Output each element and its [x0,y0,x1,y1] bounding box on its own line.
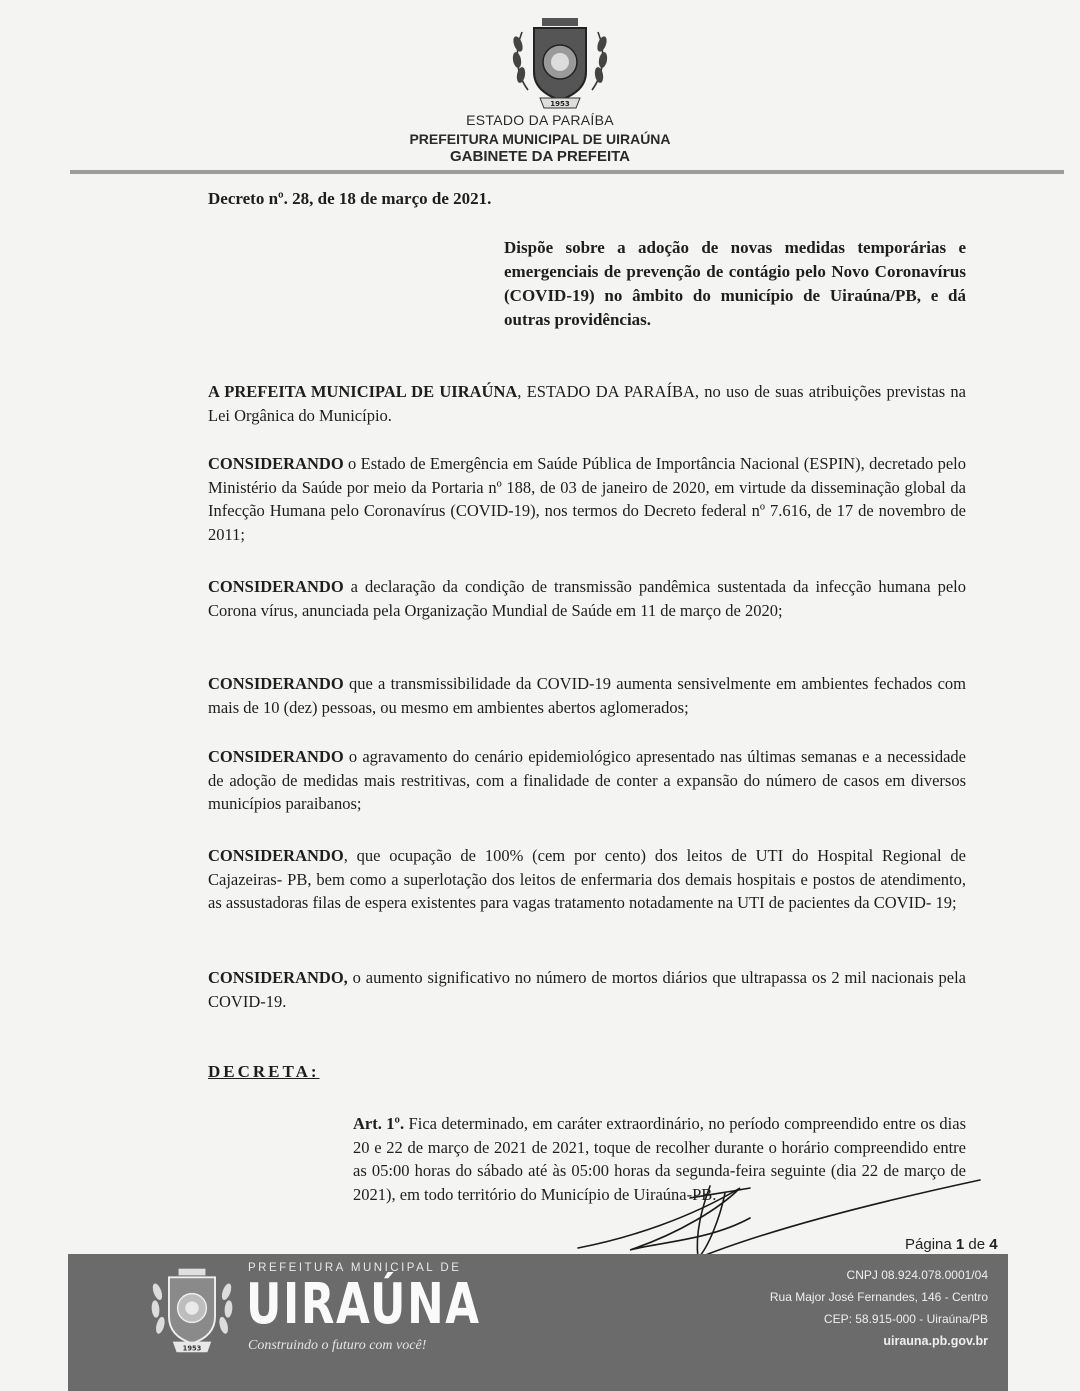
footer-slogan: Construindo o futuro com você! [248,1338,427,1353]
considerando-3 [208,672,966,719]
considerando-text: , que ocupação de 100% (cem por cento) dos leitos de UTI do Hospital Regional de Cajazeiras- PB, bem como a superlotação dos leitos de enfermaria dos demais hospitais e postos de atendimento, as assustadoras filas de espera existentes para vagas tratamento notadamente na UTI de pacientes da COVID- 19; [208,846,966,912]
municipal-crest-icon [500,12,620,112]
page-current: 1 [955,1236,965,1253]
preamble-text: , ESTADO DA PARAÍBA, no uso de suas atribuições previstas na Lei Orgânica do Município. [208,382,966,425]
page-total: 4 [989,1236,998,1253]
decree-summary: Dispõe sobre a adoção de novas medidas temporárias e emergenciais de prevenção de contágio pelo Novo Coronavírus (COVID-19) no âmbito do município de Uiraúna/PB, e dá outras providências. [504,238,966,329]
footer-address: Rua Major José Fernandes, 146 - Centro [769,1290,988,1304]
header-divider [70,170,1064,174]
considerando-lead: CONSIDERANDO [208,454,344,473]
considerando-lead: CONSIDERANDO [208,747,344,766]
decree-title: Decreto nº. 28, de 18 de março de 2021. [208,189,492,208]
considerando-lead: CONSIDERANDO [208,674,344,693]
considerando-text: o aumento significativo no número de mortos diários que ultrapassa os 2 mil nacionais pela COVID-19. [208,968,966,1011]
considerando-4 [208,745,966,816]
considerando-6 [208,966,966,1013]
footer-cnpj: CNPJ 08.924.078.0001/04 [846,1268,988,1282]
considerando-text: o agravamento do cenário epidemiológico apresentado nas últimas semanas e a necessidade de adoção de medidas mais restritivas, com a finalidade de conter a expansão do número de casos em diversos municípios paraibanos; [208,747,966,813]
header-office: GABINETE DA PREFEITA [449,148,630,165]
header-state: ESTADO DA PARAÍBA [466,112,614,128]
footer-crest-year: 1953 [182,1344,202,1353]
considerando-text: o Estado de Emergência em Saúde Pública de Importância Nacional (ESPIN), decretado pelo Ministério da Saúde por meio da Portaria nº 188, de 03 de janeiro de 2020, em virtude da disseminação global da Infecção Humana pelo Coronavírus (COVID-19), nos termos do Decreto federal nº 7.616, de 17 de novembro de 2011; [208,454,966,544]
considerando-text: que a transmissibilidade da COVID-19 aumenta sensivelmente em ambientes fechados com mais de 10 (dez) pessoas, ou mesmo em ambientes abertos aglomerados; [208,674,966,717]
footer-crest-icon [144,1262,240,1356]
considerando-5 [208,844,966,915]
crest-year: 1953 [550,100,570,108]
page-of: de [968,1236,986,1253]
page-label: Página [905,1236,952,1253]
article-1-text: Fica determinado, em caráter extraordinário, no período compreendido entre os dias 20 e 22 de março de 2021 de 2021, toque de recolher durante o horário compreendido entre as 05:00 horas do sábado até às 05:00 horas da segunda-feira seguinte (dia 22 de março de 2021), em todo território do Município de Uiraúna-PB. [353,1114,966,1204]
footer-prefeitura: PREFEITURA MUNICIPAL DE [248,1262,462,1274]
decreta-heading: DECRETA: [208,1062,320,1081]
footer-contact [770,1264,988,1352]
preamble-lead: A PREFEITA MUNICIPAL DE UIRAÚNA [208,382,518,401]
page-number [905,1236,998,1253]
considerando-text: a declaração da condição de transmissão pandêmica sustentada da infecção humana pelo Corona vírus, anunciada pela Organização Mundial de Saúde em 11 de março de 2020; [208,577,966,620]
preamble [208,380,966,427]
considerando-lead: CONSIDERANDO, [208,968,348,987]
considerando-1 [208,452,966,546]
footer-city: UIRAÚNA [246,1272,481,1337]
considerando-lead: CONSIDERANDO [208,577,344,596]
footer-band [68,1254,1008,1391]
considerando-2 [208,575,966,622]
header-prefecture: PREFEITURA MUNICIPAL DE UIRAÚNA [409,131,671,147]
footer-cep: CEP: 58.915-000 - Uiraúna/PB [823,1312,988,1326]
article-1-lead: Art. 1º. [353,1114,405,1133]
footer-website-link[interactable]: uirauna.pb.gov.br [883,1334,988,1348]
considerando-lead: CONSIDERANDO [208,846,344,865]
